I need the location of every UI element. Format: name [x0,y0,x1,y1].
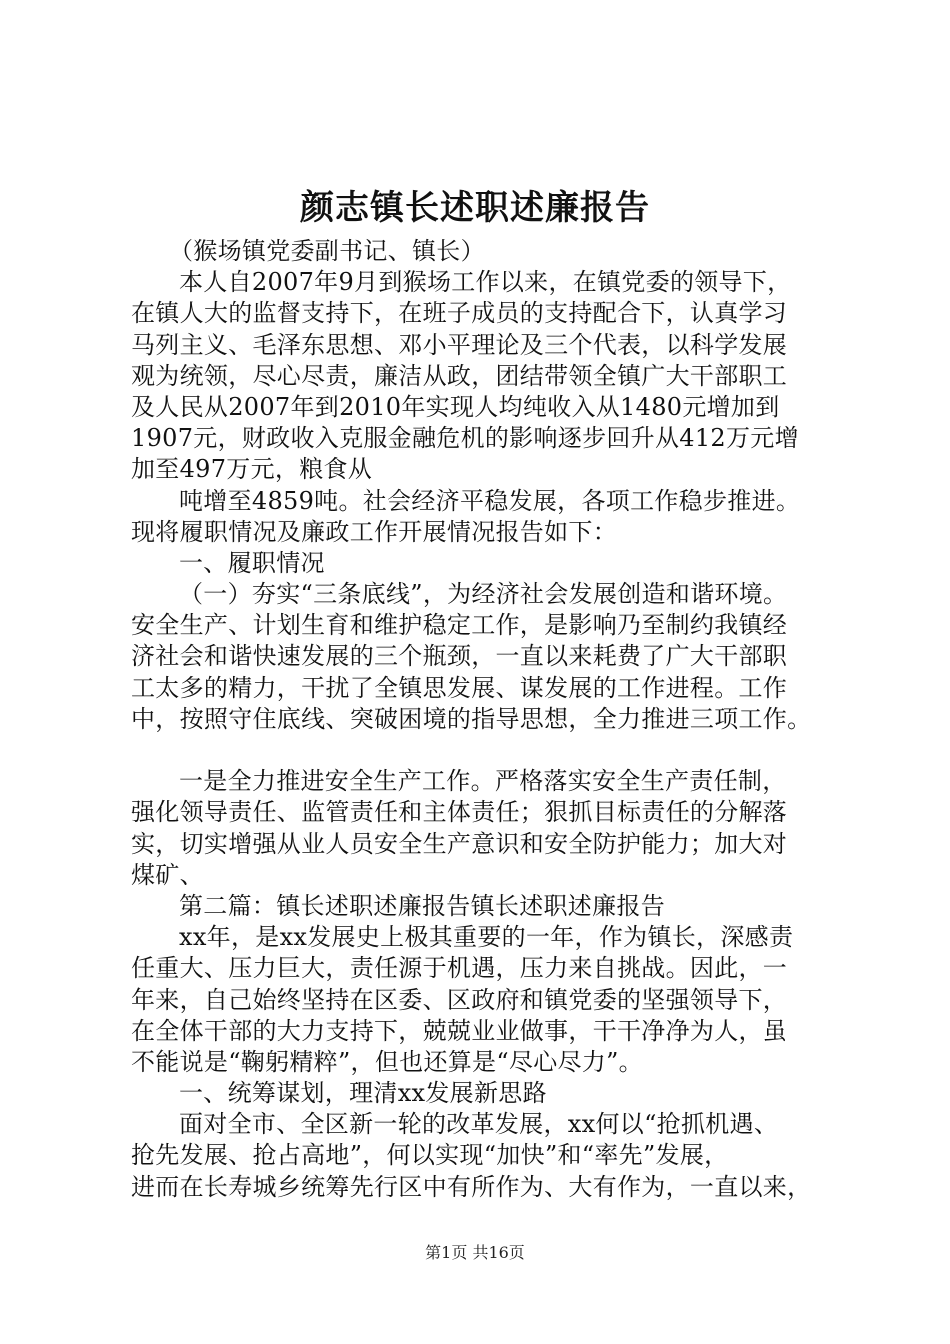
subsection-heading: （一）夯实“三条底线”，为经济社会发展创造和谐环境。 [179,580,788,609]
paragraph-line: 不能说是“鞠躬精粹”，但也还算是“尽心尽力”。 [131,1047,643,1076]
paragraph-line: 吨增至4859吨。社会经济平稳发展，各项工作稳步推进。 [179,486,801,515]
paragraph-line: 实，切实增强从业人员安全生产意识和安全防护能力；加大对 [131,829,788,858]
paragraph-line: 年来，自己始终坚持在区委、区政府和镇党委的坚强领导下， [131,985,788,1014]
paragraph-line: 在镇人大的监督支持下，在班子成员的支持配合下，认真学习 [131,299,788,328]
paragraph-line: 马列主义、毛泽东思想、邓小平理论及三个代表，以科学发展 [131,330,788,359]
paragraph-line: 中，按照守住底线、突破困境的指导思想，全力推进三项工作。 [131,704,812,733]
paragraph-line: 在全体干部的大力支持下，兢兢业业做事，干干净净为人，虽 [131,1016,788,1045]
paragraph-line: 一是全力推进安全生产工作。严格落实安全生产责任制， [179,767,787,796]
paragraph-line: 工太多的精力，干扰了全镇思发展、谋发展的工作进程。工作 [131,673,788,702]
section-heading: 一、统筹谋划，理清xx发展新思路 [179,1079,547,1108]
paragraph-line: 济社会和谐快速发展的三个瓶颈，一直以来耗费了广大干部职 [131,642,788,671]
section-heading: 一、履职情况 [179,548,325,577]
document-title: 颜志镇长述职述廉报告 [300,188,650,228]
paragraph-line: 加至497万元，粮食从 [131,455,373,484]
paragraph-line: 本人自2007年9月到猴场工作以来，在镇党委的领导下， [179,268,792,297]
paragraph-line: 进而在长寿城乡统筹先行区中有所作为、大有作为，一直以来， [131,1172,812,1201]
page-number: 第1页 共16页 [425,1243,525,1262]
paragraph-line: 现将履职情况及廉政工作开展情况报告如下： [131,517,617,546]
blank-line [131,735,831,766]
paragraph-line: 及人民从2007年到2010年实现人均纯收入从1480元增加到 [131,392,780,421]
paragraph-line: 抢先发展、抢占高地”，何以实现“加快”和“率先”发展， [131,1141,729,1170]
paragraph-line: xx年，是xx发展史上极其重要的一年，作为镇长，深感责 [179,923,794,952]
document-body [131,236,831,1203]
chapter-heading: 第二篇：镇长述职述廉报告镇长述职述廉报告 [179,891,665,920]
paragraph-line: 安全生产、计划生育和维护稳定工作，是影响乃至制约我镇经 [131,611,788,640]
paragraph-line: 观为统领，尽心尽责，廉洁从政，团结带领全镇广大干部职工 [131,361,788,390]
paragraph-line: 面对全市、全区新一轮的改革发展，xx何以“抢抓机遇、 [179,1110,779,1139]
paragraph-line: 强化领导责任、监管责任和主体责任；狠抓目标责任的分解落 [131,798,788,827]
author-line: （猴场镇党委副书记、镇长） [169,237,485,265]
paragraph-line: 1907元，财政收入克服金融危机的影响逐步回升从412万元增 [131,424,799,453]
paragraph-line: 任重大、压力巨大，责任源于机遇，压力来自挑战。因此，一 [131,954,788,983]
paragraph-line: 煤矿、 [131,860,204,889]
